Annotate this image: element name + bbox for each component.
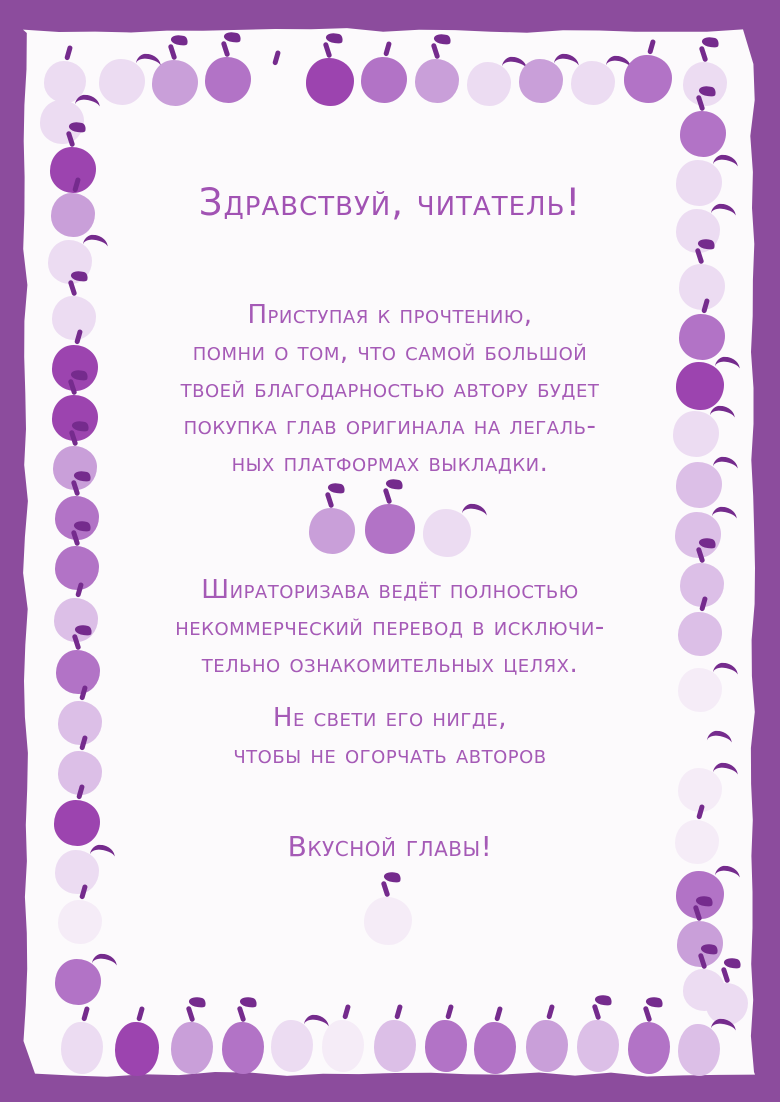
berry-icon [624,55,672,103]
text-line: покупка глав оригинала на легаль- [183,411,597,441]
berry-stem-icon [188,1002,194,1022]
berry-icon [222,1022,264,1074]
berry-stem-icon [723,963,729,983]
berry-stem-icon [70,276,76,296]
berry-icon [474,1022,516,1074]
text-line: чтобы не огорчать авторов [233,740,547,770]
berry-icon [467,62,511,106]
berry-icon [425,1020,467,1072]
berry-stem-icon [239,1002,245,1022]
berry-icon [519,59,563,103]
berry-stem-icon [68,127,74,147]
berry-stem-icon [695,901,701,921]
berry-stem-icon [701,42,707,62]
berry-icon [678,1024,720,1076]
berry-icon [322,1020,364,1072]
berry-stem-icon [645,1002,651,1022]
text-line: Не свети его нигде, [272,703,508,733]
berry-stem-icon [223,37,229,57]
text-line: Приступая к прочтению, [247,300,533,330]
text-line: некоммерческий перевод в исключи- [175,612,605,642]
berry-icon [571,61,615,105]
berry-stem-icon [170,40,176,60]
paragraph-buy-original [0,297,780,482]
text-line: тельно ознакомительных целях. [201,649,579,679]
text-line: твоей благодарностью автору будет [180,374,600,404]
berry-icon [628,1022,670,1074]
berry-stem-icon [698,91,704,111]
berry-icon [683,62,727,106]
berry-icon [374,1020,416,1072]
berry-stem-icon [325,38,331,58]
text-line: Шираторизава ведёт полностью [201,575,579,605]
berry-stem-icon [698,543,704,563]
berry-stem-icon [385,484,391,504]
text-line: Вкусной главы! [287,830,493,863]
page-title: Здравствуй, читатель! [198,181,582,224]
berry-icon [115,1022,158,1076]
berry-icon [205,57,251,103]
berry-icon [61,1022,103,1074]
berry-icon [309,508,355,554]
berry-stem-icon [700,949,706,969]
berry-icon [306,58,354,106]
berry-stem-icon [697,244,703,264]
text-line: ных платформах выкладки. [231,448,549,478]
paragraph-do-not-share [0,700,780,774]
berry-icon [577,1020,619,1072]
berry-icon [171,1022,213,1074]
berry-icon [271,1020,313,1072]
paragraph-enjoy [0,828,780,865]
berry-icon [99,59,145,105]
berry-stem-icon [594,1000,600,1020]
berry-stem-icon [383,877,389,897]
berry-icon [706,983,748,1025]
text-line: помни о том, что самой большой [192,337,588,367]
berry-icon [58,900,102,944]
berry-icon [526,1020,568,1072]
berry-stem-icon [327,488,333,508]
berry-stem-icon [433,39,439,59]
berry-icon [152,60,198,106]
berry-icon [361,57,407,103]
berry-icon [423,509,471,557]
berry-icon [680,111,726,157]
berry-stem-icon [73,526,79,546]
berry-icon [415,59,459,103]
berry-icon [364,897,412,945]
berry-icon [55,959,101,1005]
berry-icon [365,504,415,554]
paragraph-noncommercial [0,572,780,683]
